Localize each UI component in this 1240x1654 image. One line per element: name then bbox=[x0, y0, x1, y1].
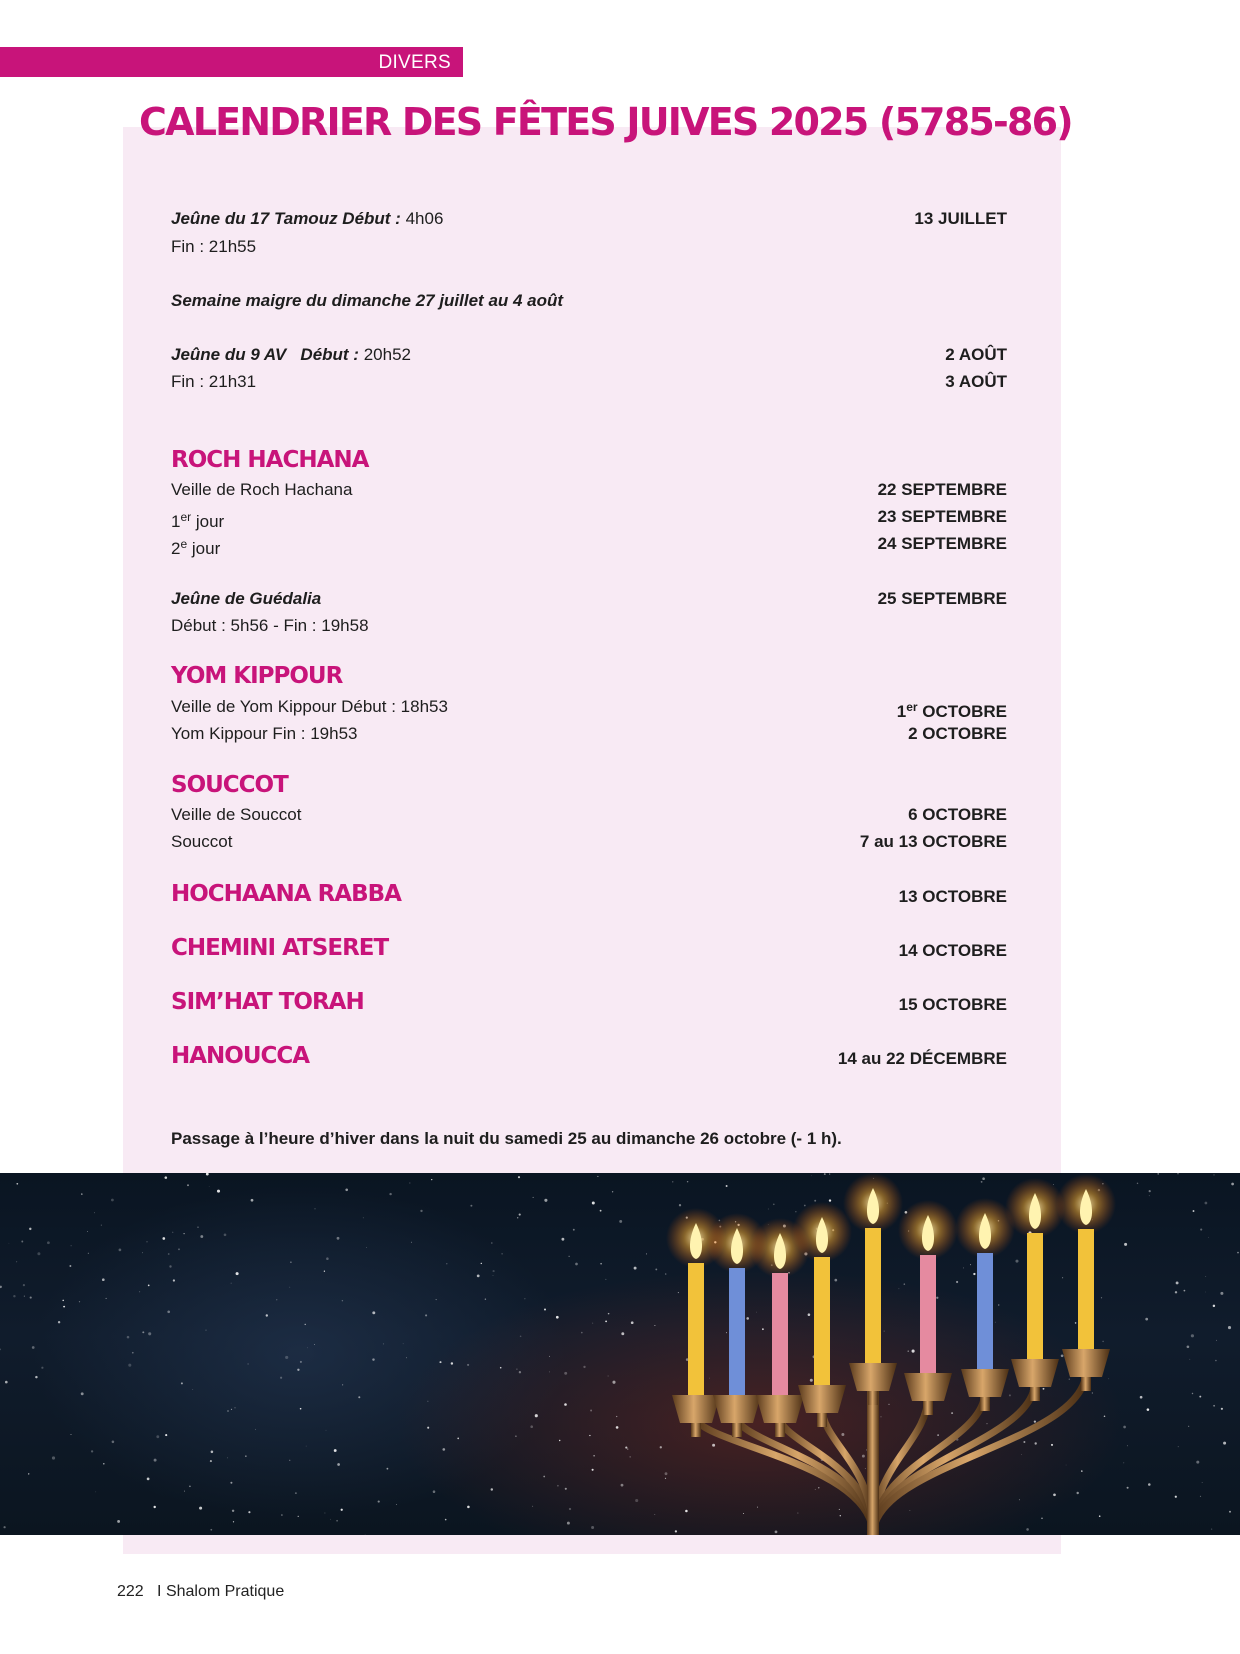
page-footer bbox=[117, 1583, 284, 1601]
fast-av-end: Fin : 21h31 bbox=[171, 372, 257, 391]
roch-veille-row bbox=[171, 478, 1007, 506]
roch-day2-rest: jour bbox=[187, 539, 221, 558]
simhat-row bbox=[171, 993, 1007, 1021]
kippour-veille-rest: OCTOBRE bbox=[917, 702, 1007, 721]
guedalia-row bbox=[171, 587, 1007, 615]
souccot-veille: Veille de Souccot bbox=[171, 805, 302, 824]
fast-tamouz-start: 4h06 bbox=[405, 209, 444, 228]
fast-av-date-start: 2 AOÛT bbox=[945, 345, 1007, 364]
semaine-maigre-row bbox=[171, 289, 1007, 317]
fast-av-debut-label: Début : bbox=[300, 345, 359, 364]
roch-day2-row bbox=[171, 532, 1007, 560]
guedalia-label: Jeûne de Guédalia bbox=[171, 589, 322, 608]
souccot-veille-date: 6 OCTOBRE bbox=[908, 805, 1007, 824]
fast-tamouz-end-row bbox=[171, 235, 1007, 263]
guedalia-times: Début : 5h56 - Fin : 19h58 bbox=[171, 616, 369, 635]
kippour-veille-row bbox=[171, 695, 1007, 723]
souccot-fete-date: 7 au 13 OCTOBRE bbox=[859, 832, 1007, 851]
kippour-day-date: 2 OCTOBRE bbox=[908, 724, 1007, 743]
fast-tamouz-end: Fin : 21h55 bbox=[171, 237, 257, 256]
section-tab bbox=[0, 47, 463, 77]
hanoucca-heading: HANOUCCA bbox=[171, 1043, 310, 1069]
kippour-day: Yom Kippour Fin : 19h53 bbox=[171, 724, 358, 743]
chemini-date: 14 OCTOBRE bbox=[898, 941, 1007, 960]
souccot-fete-row bbox=[171, 830, 1007, 858]
menorah bbox=[666, 1173, 1116, 1535]
roch-day1-row bbox=[171, 505, 1007, 533]
fast-av-start: 20h52 bbox=[363, 345, 411, 364]
souccot-veille-row bbox=[171, 803, 1007, 831]
roch-day1-sup: er bbox=[180, 510, 192, 524]
fast-tamouz-date: 13 JUILLET bbox=[914, 209, 1007, 228]
page-number: 222 bbox=[117, 1583, 144, 1600]
publication-name: I Shalom Pratique bbox=[157, 1583, 285, 1600]
semaine-maigre: Semaine maigre du dimanche 27 juillet au 4 août bbox=[171, 291, 564, 310]
simhat-heading: SIM’HAT TORAH bbox=[171, 989, 364, 1015]
roch-veille: Veille de Roch Hachana bbox=[171, 480, 353, 499]
roch-veille-date: 22 SEPTEMBRE bbox=[877, 480, 1007, 499]
roch-day2-date: 24 SEPTEMBRE bbox=[877, 534, 1007, 553]
roch-hachana-heading: ROCH HACHANA bbox=[171, 447, 369, 473]
fast-av-row bbox=[171, 343, 1007, 371]
hanoucca-date: 14 au 22 DÉCEMBRE bbox=[837, 1049, 1007, 1068]
hanoucca-row bbox=[171, 1047, 1007, 1075]
hochaana-date: 13 OCTOBRE bbox=[898, 887, 1007, 906]
roch-day1-num: 1 bbox=[171, 512, 181, 531]
guedalia-date: 25 SEPTEMBRE bbox=[877, 589, 1007, 608]
fast-av-date-end: 3 AOÛT bbox=[945, 372, 1007, 391]
souccot-fete: Souccot bbox=[171, 832, 233, 851]
hochaana-row bbox=[171, 885, 1007, 913]
chemini-row bbox=[171, 939, 1007, 967]
chemini-heading: CHEMINI ATSERET bbox=[171, 935, 389, 961]
yom-kippour-heading: YOM KIPPOUR bbox=[171, 663, 343, 689]
roch-day1-date: 23 SEPTEMBRE bbox=[877, 507, 1007, 526]
fast-tamouz-label: Jeûne du 17 Tamouz Début : bbox=[171, 209, 401, 228]
menorah-illustration bbox=[0, 1173, 1240, 1535]
fast-av-end-row bbox=[171, 370, 1007, 398]
guedalia-times-row bbox=[171, 614, 1007, 642]
fast-av-label: Jeûne du 9 AV bbox=[171, 345, 287, 364]
kippour-veille-sup: er bbox=[906, 700, 918, 714]
kippour-day-row bbox=[171, 722, 1007, 750]
menorah-photo bbox=[0, 1173, 1240, 1535]
kippour-veille: Veille de Yom Kippour Début : 18h53 bbox=[171, 697, 448, 716]
roch-day2-num: 2 bbox=[171, 539, 181, 558]
section-label: DIVERS bbox=[378, 52, 451, 73]
simhat-date: 15 OCTOBRE bbox=[898, 995, 1007, 1014]
fast-tamouz-row bbox=[171, 207, 1007, 235]
winter-time-note: Passage à l’heure d’hiver dans la nuit du samedi 25 au dimanche 26 octobre (- 1 h). bbox=[171, 1129, 842, 1148]
hochaana-heading: HOCHAANA RABBA bbox=[171, 881, 401, 907]
kippour-veille-num: 1 bbox=[896, 702, 907, 721]
souccot-heading: SOUCCOT bbox=[171, 772, 288, 798]
page-title: CALENDRIER DES FÊTES JUIVES 2025 (5785-86) bbox=[139, 100, 1072, 144]
roch-day1-rest: jour bbox=[191, 512, 225, 531]
roch-day2-sup: e bbox=[180, 537, 188, 551]
